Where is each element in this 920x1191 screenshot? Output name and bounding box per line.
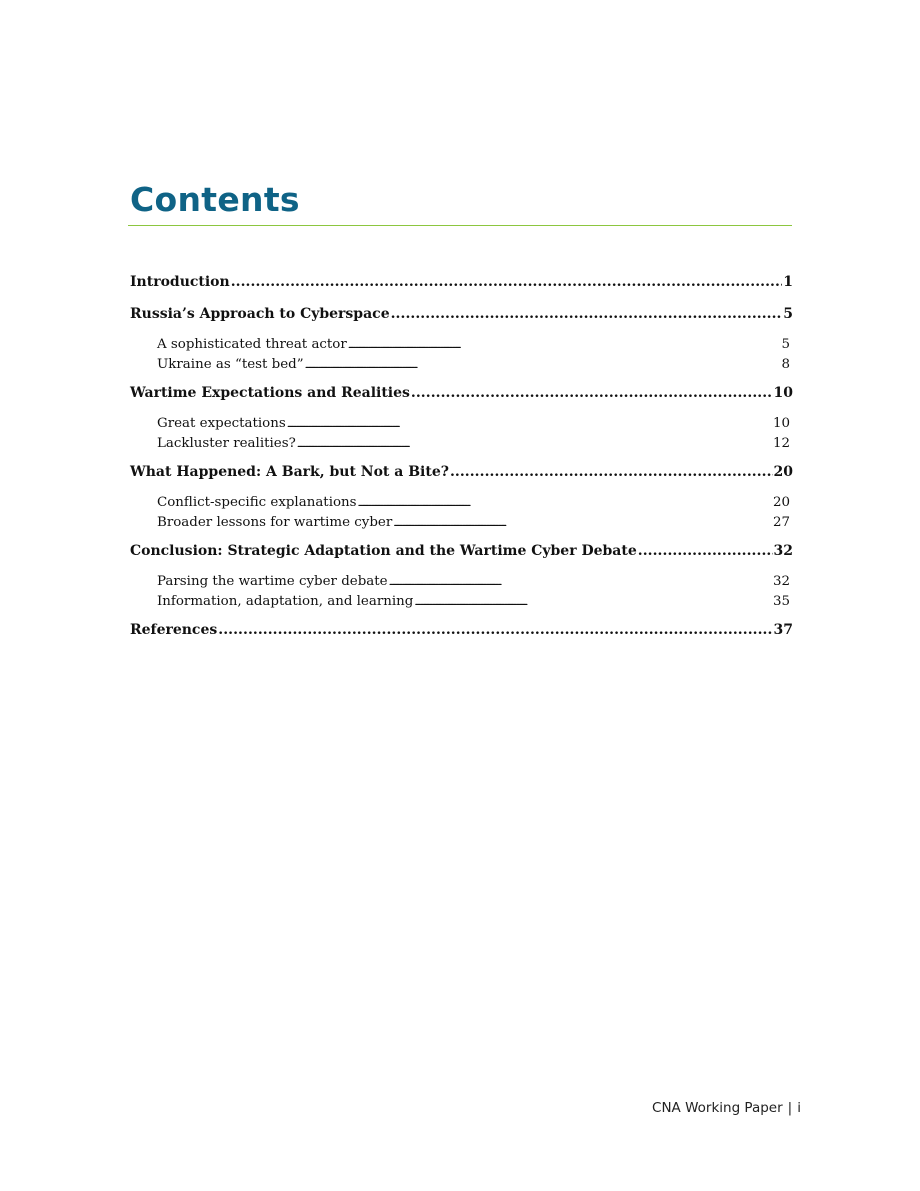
dot-leader (414, 593, 772, 613)
dot-leader (411, 383, 773, 403)
dot-leader (358, 494, 772, 514)
page-title: Contents (130, 180, 300, 219)
toc-subsection-group (130, 572, 793, 612)
dot-leader (391, 304, 783, 324)
footer-separator: | (787, 1100, 793, 1116)
toc-entry-title: Information, adaptation, and learning (157, 594, 414, 609)
toc-section-entry[interactable] (130, 304, 793, 324)
toc-subsection-group (130, 335, 793, 375)
toc-section-entry[interactable] (130, 541, 793, 561)
toc-section-entry[interactable] (130, 462, 793, 482)
toc-entry-title: Great expectations (157, 416, 286, 431)
toc-page-number: 20 (772, 495, 790, 510)
toc-page-number: 27 (772, 515, 790, 530)
toc-page-number: 32 (773, 543, 793, 559)
toc-entry-title: Russia’s Approach to Cyberspace (130, 306, 390, 322)
toc-section-entry[interactable] (130, 383, 793, 403)
toc-entry-title: Ukraine as “test bed” (157, 357, 304, 372)
toc-subsection-group (130, 414, 793, 454)
toc-entry-title: References (130, 622, 218, 638)
dot-leader (297, 435, 772, 455)
footer-publication: CNA Working Paper (652, 1100, 783, 1116)
toc-entry-title: A sophisticated threat actor (157, 337, 347, 352)
dot-leader (231, 272, 783, 292)
toc-subsection-entry[interactable] (130, 335, 793, 355)
toc-subsection-entry[interactable] (130, 513, 793, 533)
title-divider (128, 225, 792, 226)
toc-page-number: 37 (773, 622, 793, 638)
toc-entry-title: Broader lessons for wartime cyber (157, 515, 393, 530)
toc-page-number: 8 (781, 357, 790, 372)
table-of-contents (130, 272, 793, 652)
toc-subsection-group (130, 493, 793, 533)
toc-entry-title: Conclusion: Strategic Adaptation and the Wartime Cyber Debate (130, 543, 637, 559)
toc-section-entry[interactable] (130, 620, 793, 640)
toc-subsection-entry[interactable] (130, 434, 793, 454)
dot-leader (638, 541, 773, 561)
dot-leader (305, 356, 781, 376)
dot-leader (389, 573, 772, 593)
toc-page-number: 32 (772, 574, 790, 589)
page-footer (652, 1100, 801, 1116)
toc-subsection-entry[interactable] (130, 572, 793, 592)
dot-leader (393, 514, 772, 534)
toc-page-number: 5 (783, 306, 793, 322)
toc-page-number: 1 (783, 274, 793, 290)
toc-entry-title: Lackluster realities? (157, 436, 296, 451)
toc-subsection-entry[interactable] (130, 355, 793, 375)
toc-page-number: 10 (773, 385, 793, 401)
toc-subsection-entry[interactable] (130, 493, 793, 513)
toc-entry-title: Conflict-specific explanations (157, 495, 357, 510)
toc-entry-title: Parsing the wartime cyber debate (157, 574, 388, 589)
toc-page-number: 35 (772, 594, 790, 609)
toc-section-entry[interactable] (130, 272, 793, 292)
toc-entry-title: What Happened: A Bark, but Not a Bite? (130, 464, 449, 480)
toc-page-number: 5 (781, 337, 790, 352)
toc-subsection-entry[interactable] (130, 414, 793, 434)
toc-subsection-entry[interactable] (130, 592, 793, 612)
footer-page-number: i (797, 1100, 801, 1116)
toc-page-number: 12 (772, 436, 790, 451)
dot-leader (287, 415, 772, 435)
toc-page-number: 20 (773, 464, 793, 480)
toc-entry-title: Wartime Expectations and Realities (130, 385, 410, 401)
dot-leader (348, 336, 781, 356)
dot-leader (218, 620, 772, 640)
toc-entry-title: Introduction (130, 274, 230, 290)
dot-leader (450, 462, 773, 482)
toc-page-number: 10 (772, 416, 790, 431)
